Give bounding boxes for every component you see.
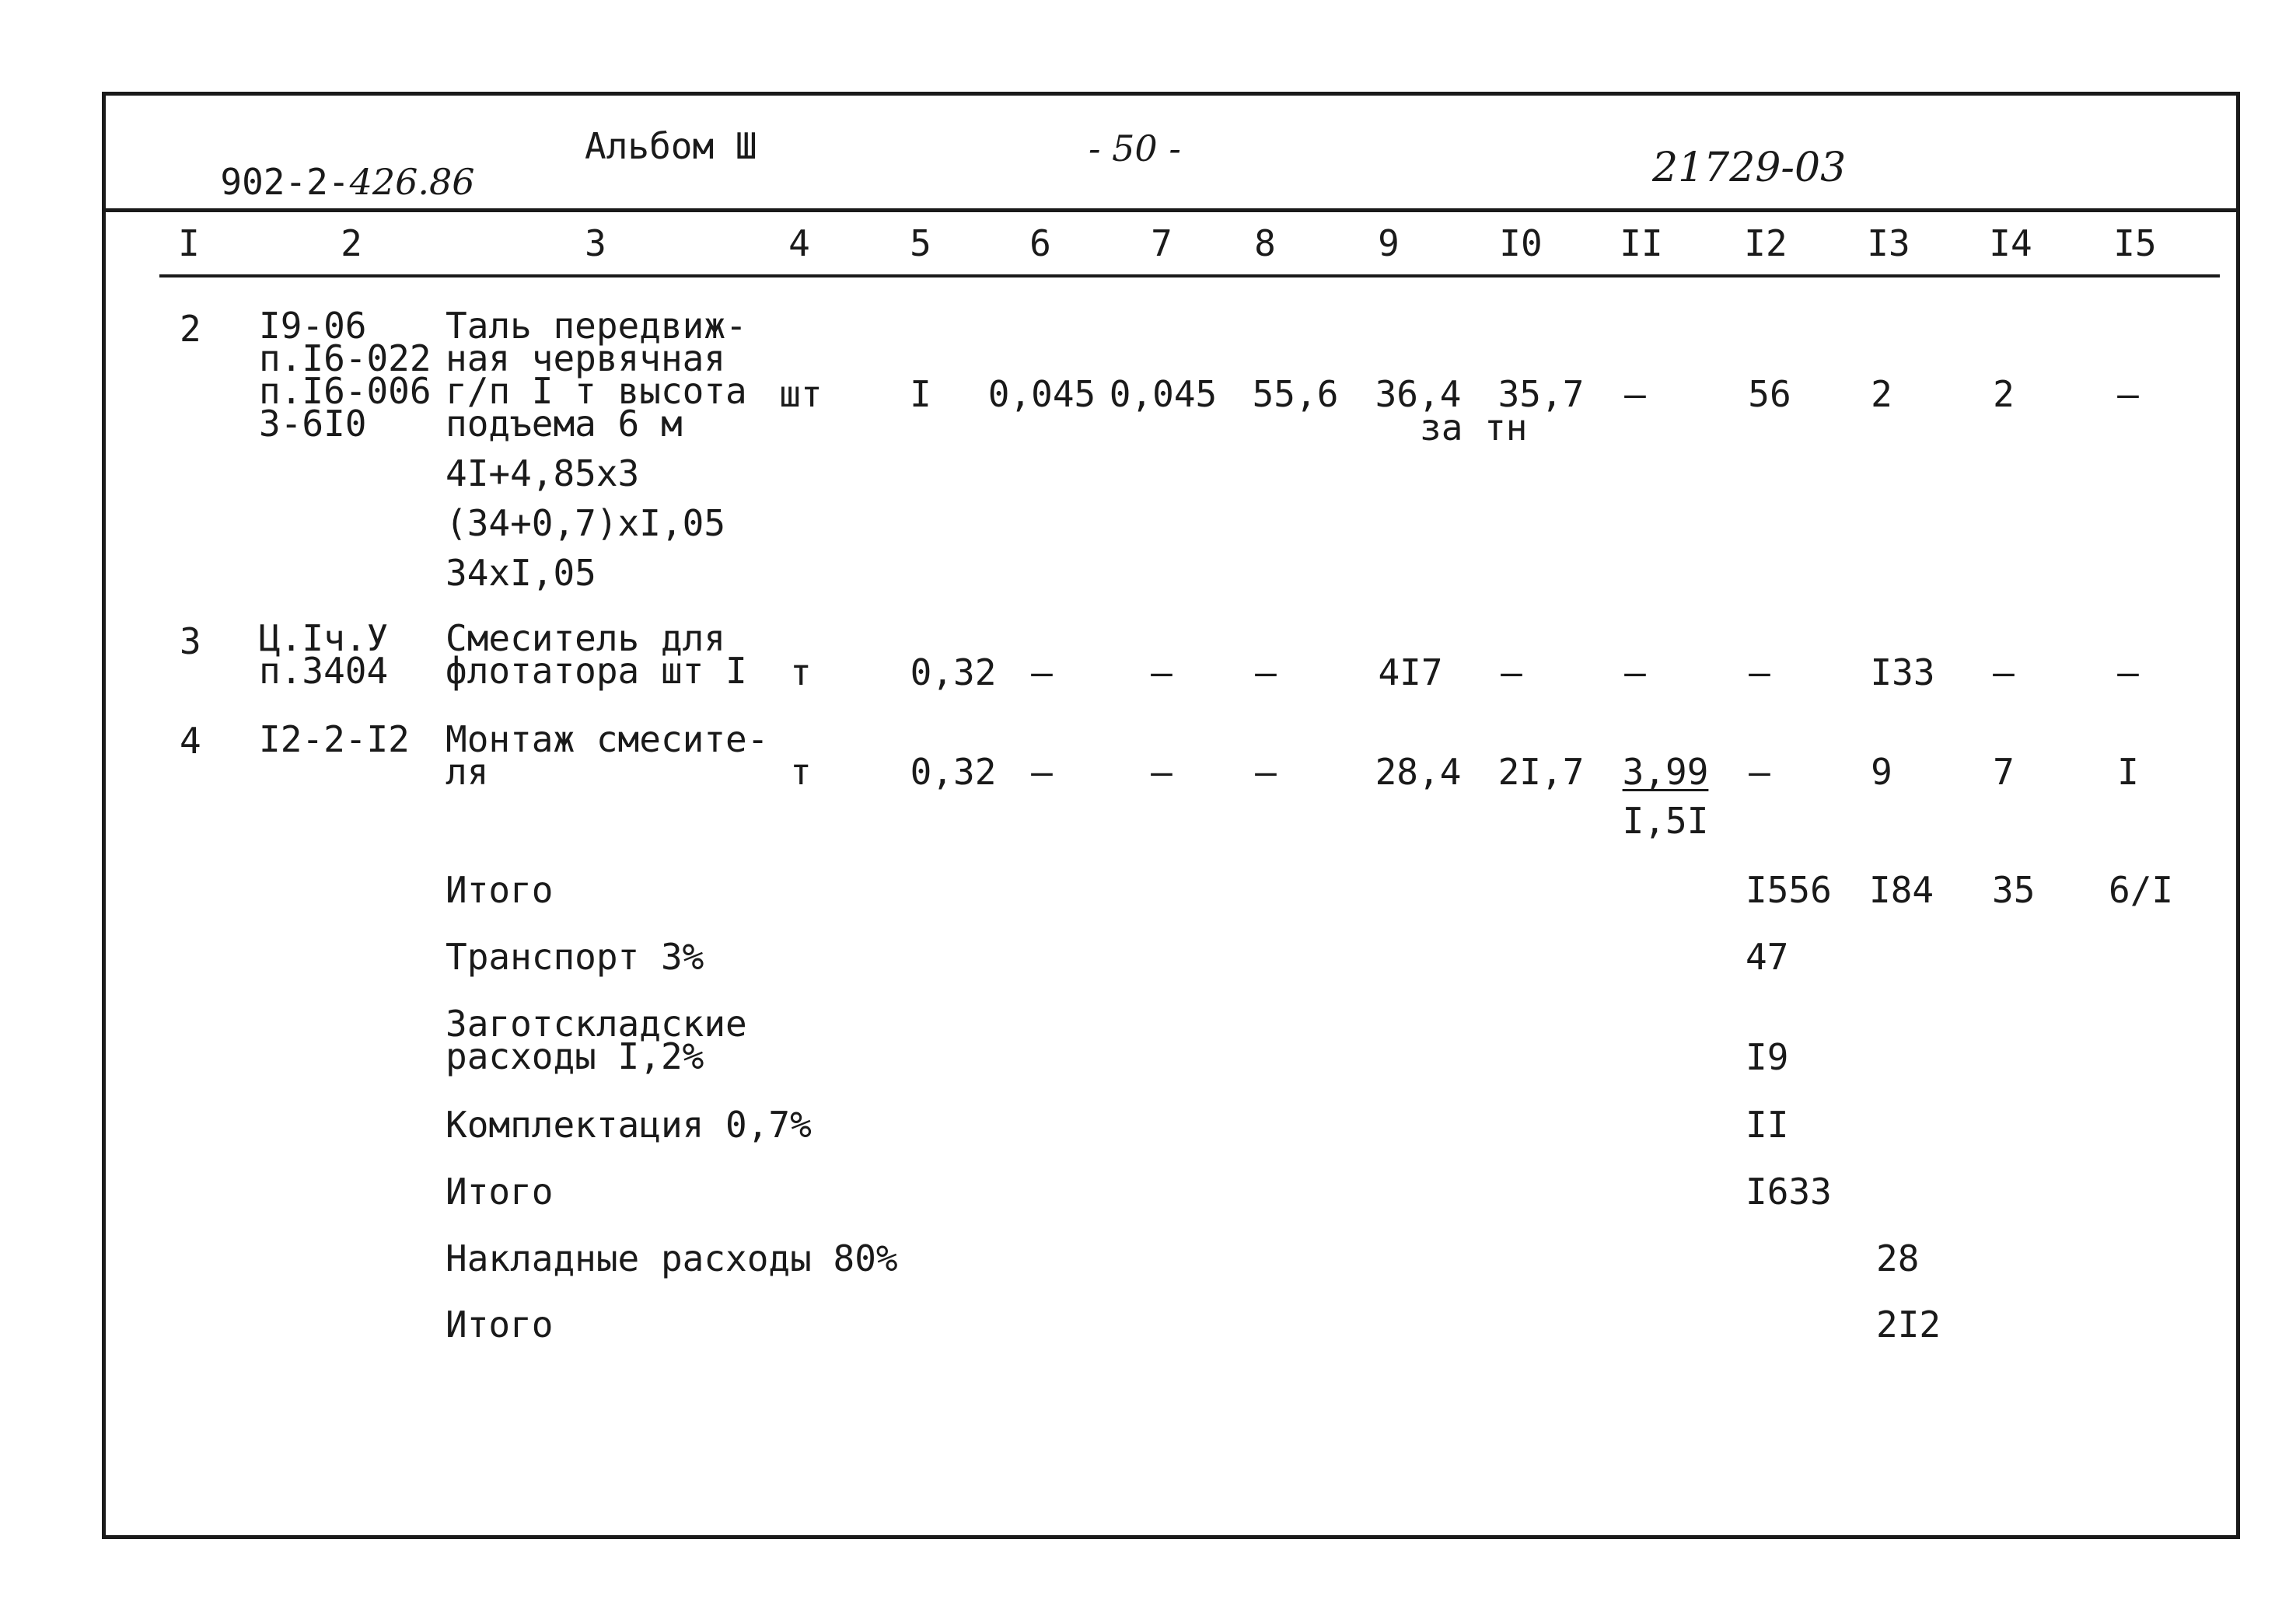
cell-col11-denominator: I,5I <box>1622 800 1709 842</box>
summary-col12: 47 <box>1746 936 1789 978</box>
cell-col7: 0,045 <box>1109 373 1218 415</box>
summary-label: Транспорт 3% <box>446 936 704 978</box>
column-header: 6 <box>1029 222 1051 264</box>
cell-col13: 9 <box>1871 751 1892 793</box>
column-header: 5 <box>910 222 931 264</box>
column-header: 9 <box>1378 222 1400 264</box>
column-header: 7 <box>1151 222 1172 264</box>
summary-col12: I633 <box>1746 1171 1832 1213</box>
row-quantity: 0,32 <box>910 751 997 793</box>
row-number: 3 <box>180 620 201 662</box>
header-divider <box>102 208 2240 212</box>
summary-col13: I84 <box>1869 869 1934 911</box>
column-header: I0 <box>1499 222 1543 264</box>
row-unit: шт <box>779 373 823 415</box>
cell-col13: I33 <box>1870 651 1935 693</box>
summary-label: Итого <box>446 1171 554 1213</box>
cell-col13: 2 <box>1871 373 1892 415</box>
row-number: 4 <box>180 720 201 762</box>
cell-col12: 56 <box>1748 373 1791 415</box>
cell-col11-numerator: 3,99 <box>1622 751 1709 793</box>
row-description: Монтаж смесите- ля <box>446 718 769 793</box>
cell-col10: – <box>1501 651 1522 693</box>
column-header: I <box>178 222 200 264</box>
cell-col15: – <box>2117 373 2139 415</box>
cell-col9: 36,4 <box>1375 373 1462 415</box>
cell-col6: 0,045 <box>987 373 1096 415</box>
row-calc-line: 34xI,05 <box>446 552 596 594</box>
summary-col12: II <box>1746 1104 1789 1146</box>
doc-code <box>177 128 475 203</box>
column-header: II <box>1620 222 1663 264</box>
cell-col11: – <box>1624 373 1646 415</box>
column-header: I2 <box>1744 222 1788 264</box>
cell-col9-10-note: за тн <box>1420 407 1528 449</box>
summary-col13: 2I2 <box>1876 1304 1941 1346</box>
column-header: I5 <box>2113 222 2157 264</box>
cell-col14: 7 <box>1993 751 2015 793</box>
cell-col11: – <box>1624 651 1646 693</box>
column-header: 4 <box>788 222 810 264</box>
summary-col12: I556 <box>1746 869 1832 911</box>
cell-col7: – <box>1151 751 1172 793</box>
row-unit: т <box>790 751 812 793</box>
cell-col9: 28,4 <box>1375 751 1462 793</box>
summary-label: Комплектация 0,7% <box>446 1104 812 1146</box>
row-quantity: 0,32 <box>910 651 997 693</box>
row-code: I9-06 п.I6-022 п.I6-006 3-6I0 <box>259 305 432 445</box>
cell-col8: – <box>1255 651 1277 693</box>
column-header: I3 <box>1867 222 1910 264</box>
summary-col13: 28 <box>1876 1237 1920 1279</box>
reference-number: 21729-03 <box>1652 145 1847 191</box>
cell-col12: – <box>1749 651 1770 693</box>
column-header: I4 <box>1989 222 2032 264</box>
row-code: I2-2-I2 <box>259 718 410 760</box>
cell-col8: – <box>1255 751 1277 793</box>
cell-col15: – <box>2117 651 2139 693</box>
cell-col7: – <box>1151 651 1172 693</box>
cell-col10: 35,7 <box>1497 373 1585 415</box>
cell-col14: 2 <box>1993 373 2015 415</box>
column-header-divider <box>159 274 2220 277</box>
cell-col6: – <box>1031 751 1053 793</box>
summary-label: Накладные расходы 80% <box>446 1237 898 1279</box>
row-calc-line: (34+0,7)xI,05 <box>446 502 726 544</box>
row-number: 2 <box>180 308 201 350</box>
doc-code-handwritten: 426.86 <box>349 161 475 203</box>
column-header: 8 <box>1254 222 1276 264</box>
row-unit: т <box>790 651 812 693</box>
cell-col12: – <box>1749 751 1770 793</box>
album-label: Альбом Ш <box>585 125 757 167</box>
summary-col15: 6/I <box>2109 869 2174 911</box>
summary-label: Заготскладские расходы I,2% <box>446 1003 747 1077</box>
row-code: Ц.Iч.У п.3404 <box>259 617 389 692</box>
cell-col14: – <box>1993 651 2015 693</box>
summary-col14: 35 <box>1992 869 2036 911</box>
row-description: Таль передвиж- ная червячная г/п I т высота подъема 6 м <box>446 305 747 445</box>
cell-col8: 55,6 <box>1252 373 1339 415</box>
cell-col6: – <box>1031 651 1053 693</box>
summary-label: Итого <box>446 869 554 911</box>
cell-col9: 4I7 <box>1378 651 1443 693</box>
row-quantity: I <box>910 373 931 415</box>
column-header: 2 <box>341 222 362 264</box>
cell-col15: I <box>2117 751 2139 793</box>
doc-code-prefix: 902-2- <box>220 161 350 203</box>
column-header: 3 <box>585 222 606 264</box>
summary-col12: I9 <box>1746 1036 1789 1078</box>
summary-label: Итого <box>446 1304 554 1346</box>
row-description: Смеситель для флотатора шт I <box>446 617 747 692</box>
row-calc-line: 4I+4,85x3 <box>446 452 640 494</box>
page-number: - 50 - <box>1089 127 1181 169</box>
cell-col10: 2I,7 <box>1497 751 1585 793</box>
